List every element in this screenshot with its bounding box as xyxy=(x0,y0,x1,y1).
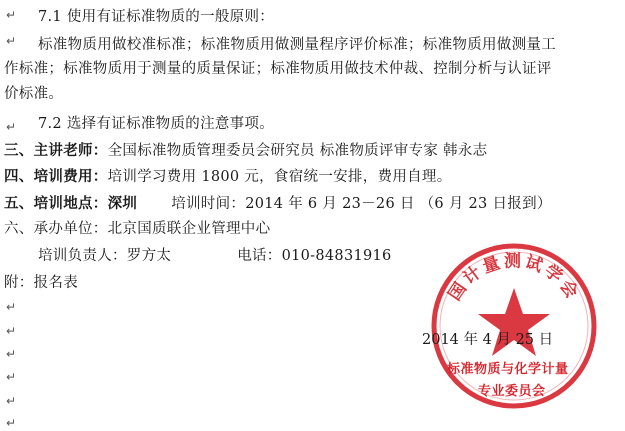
section-7-1-heading: 7.1 使用有证标准物质的一般原则： xyxy=(38,9,275,25)
contact-row xyxy=(38,246,392,266)
location-row xyxy=(4,194,552,214)
fee-row xyxy=(4,167,452,187)
seal-text-line-1: 标准物质与化学计量 xyxy=(447,362,569,377)
section-7-2-heading: 7.2 选择有证标准物质的注意事项。 xyxy=(38,116,275,132)
paragraph-mark: ↵ xyxy=(6,416,17,430)
paragraph-mark: ↵ xyxy=(6,394,17,408)
paragraph-mark: ↵ xyxy=(6,324,17,338)
paragraph-mark: ↵ xyxy=(6,120,17,134)
lecturer-row xyxy=(4,141,487,161)
organizer-row: 六、承办单位：北京国质联企业管理中心 xyxy=(4,221,271,237)
body-line-2: 作标准；标准物质用于测量的质量保证；标准物质用做技术仲裁、控制分析与认证评 xyxy=(4,61,552,77)
fee-text: 培训学习费用 1800 元，食宿统一安排，费用自理。 xyxy=(107,169,452,185)
paragraph-mark: ↵ xyxy=(6,8,17,22)
attachment-line: 附：报名表 xyxy=(4,275,78,291)
seal-text-line-2: 专业委员会 xyxy=(478,384,546,399)
seal-arc-text: 国计量测试学会 xyxy=(444,251,584,305)
fee-label: 四、培训费用： xyxy=(4,168,108,185)
contact-phone: 电话：010-84831916 xyxy=(237,248,392,264)
paragraph-mark: ↵ xyxy=(6,370,17,384)
body-line-1: 标准物质用做校准标准；标准物质用做测量程序评价标准；标准物质用做测量工 xyxy=(38,37,556,53)
contact-person: 培训负责人：罗方太 xyxy=(38,248,172,264)
lecturer-label: 三、主讲老师： xyxy=(4,142,108,159)
paragraph-mark: ↵ xyxy=(6,347,17,361)
body-line-3: 价标准。 xyxy=(4,86,64,102)
time-text: 培训时间：2014 年 6 月 23－26 日 （6 月 23 日报到） xyxy=(171,196,552,212)
lecturer-text: 全国标准物质管理委员会研究员 标准物质评审专家 韩永志 xyxy=(107,143,488,159)
signing-date: 2014 年 4 月 25 日 xyxy=(422,332,554,348)
paragraph-mark: ↵ xyxy=(6,34,17,48)
location-label: 五、培训地点：深圳 xyxy=(4,195,138,212)
paragraph-mark: ↵ xyxy=(6,300,17,314)
